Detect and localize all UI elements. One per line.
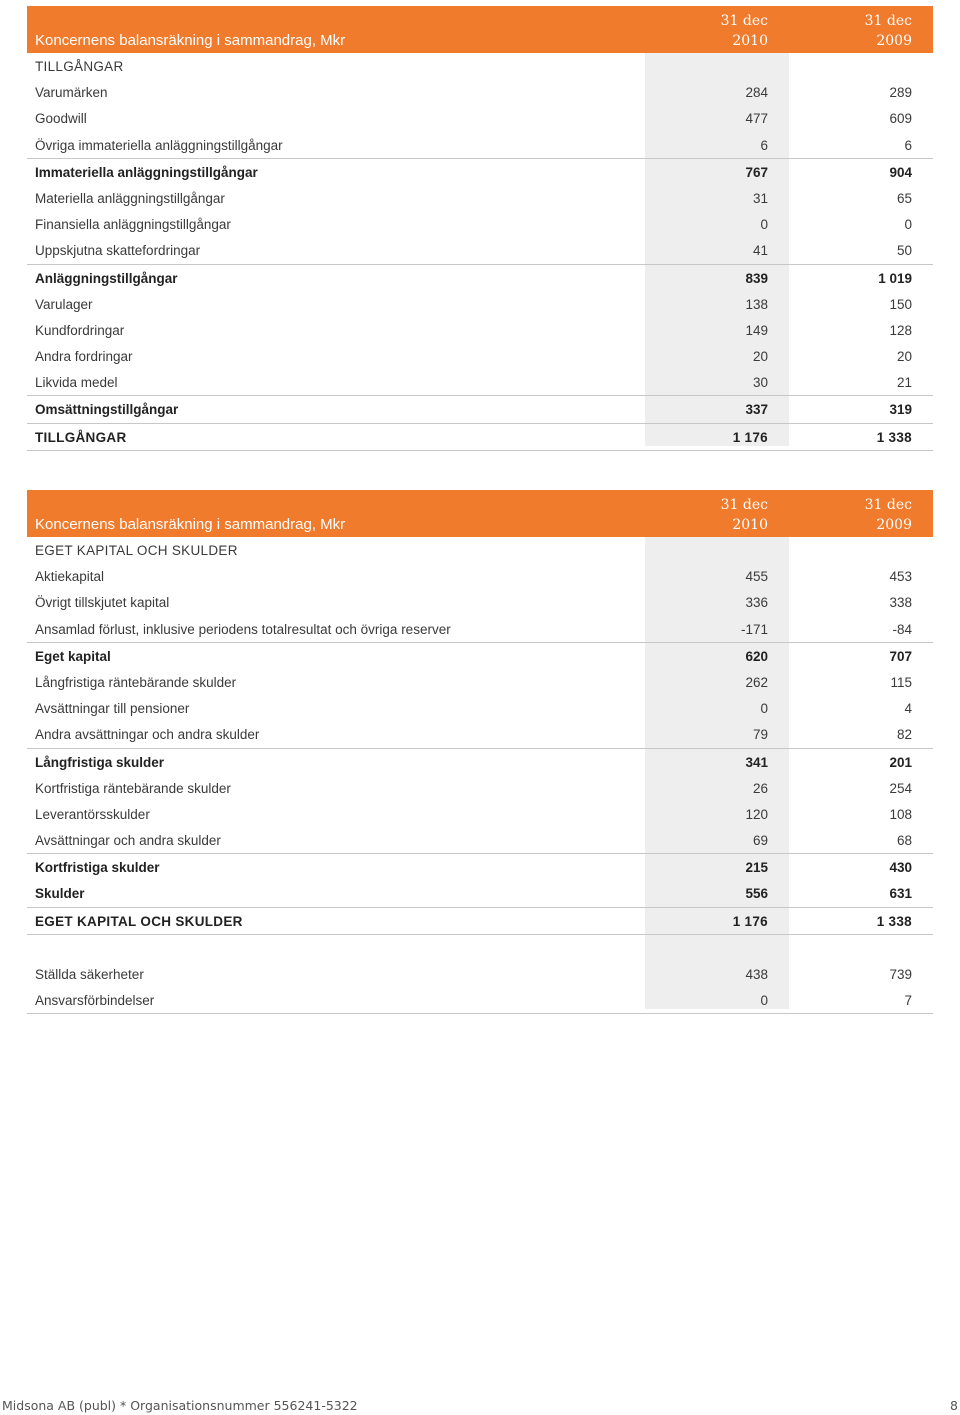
table-row: Kundfordringar 149 128	[35, 322, 912, 338]
table-row: Varulager 138 150	[35, 296, 912, 312]
table-row: Långfristiga räntebärande skulder 262 115	[35, 674, 912, 690]
table-row: Ansvarsförbindelser 0 7	[27, 987, 933, 1014]
table-title: Koncernens balansräkning i sammandrag, Mkr	[35, 516, 346, 533]
table-row: Ställda säkerheter 438 739	[35, 967, 912, 982]
table-row: Anläggningstillgångar 839 1 019	[35, 270, 912, 286]
table-title: Koncernens balansräkning i sammandrag, Mkr	[35, 32, 346, 49]
table-row: Varumärken 284 289	[35, 85, 912, 101]
table-row: TILLGÅNGAR 1 176 1 338	[27, 424, 933, 451]
table-row: EGET KAPITAL OCH SKULDER	[35, 543, 238, 558]
table-row: Materiella anläggningstillgångar 31 65	[35, 190, 912, 206]
table-row: Aktiekapital 455 453	[35, 569, 912, 585]
balance-sheet-assets-table	[27, 6, 933, 451]
table-row: Kortfristiga skulder 215 430	[35, 860, 912, 876]
table-row: Avsättningar till pensioner 0 4	[35, 701, 912, 717]
table-row: Omsättningstillgångar 337 319	[27, 396, 933, 423]
table-header	[27, 490, 933, 537]
table-row: Likvida medel 30 21	[27, 369, 933, 396]
table-row: Avsättningar och andra skulder 69 68	[27, 827, 933, 854]
column-header-2009: 31 dec 2009	[864, 13, 912, 49]
table-row: Andra fordringar 20 20	[35, 349, 912, 365]
table-row: Uppskjutna skattefordringar 41 50	[27, 237, 933, 264]
balance-sheet-liabilities-table	[27, 490, 933, 1014]
table-row: Eget kapital 620 707	[35, 648, 912, 664]
table-row: Övrigt tillskjutet kapital 336 338	[35, 595, 912, 611]
table-row: Övriga immateriella anläggningstillgångar 6 6	[27, 132, 933, 159]
column-header-2010: 31 dec 2010	[720, 497, 768, 533]
table-row: Skulder 556 631	[27, 880, 933, 907]
column-header-2010: 31 dec 2010	[720, 13, 768, 49]
table-row: TILLGÅNGAR	[35, 59, 124, 74]
table-header	[27, 6, 933, 53]
table-row: EGET KAPITAL OCH SKULDER 1 176 1 338	[27, 908, 933, 935]
page-number: 8	[950, 1398, 958, 1413]
spacer-row	[27, 935, 933, 961]
table-row: Finansiella anläggningstillgångar 0 0	[35, 217, 912, 233]
table-row: Goodwill 477 609	[35, 111, 912, 127]
column-header-2009: 31 dec 2009	[864, 497, 912, 533]
table-row: Långfristiga skulder 341 201	[35, 754, 912, 770]
table-row: Ansamlad förlust, inklusive periodens totalresultat och övriga reserver -171 -84	[27, 616, 933, 643]
table-row: Kortfristiga räntebärande skulder 26 254	[35, 780, 912, 796]
table-row: Immateriella anläggningstillgångar 767 904	[35, 164, 912, 180]
table-row: Leverantörsskulder 120 108	[35, 806, 912, 822]
footer-company-info: Midsona AB (publ) * Organisationsnummer 556241-5322	[2, 1398, 358, 1413]
table-row: Andra avsättningar och andra skulder 79 82	[27, 721, 933, 748]
